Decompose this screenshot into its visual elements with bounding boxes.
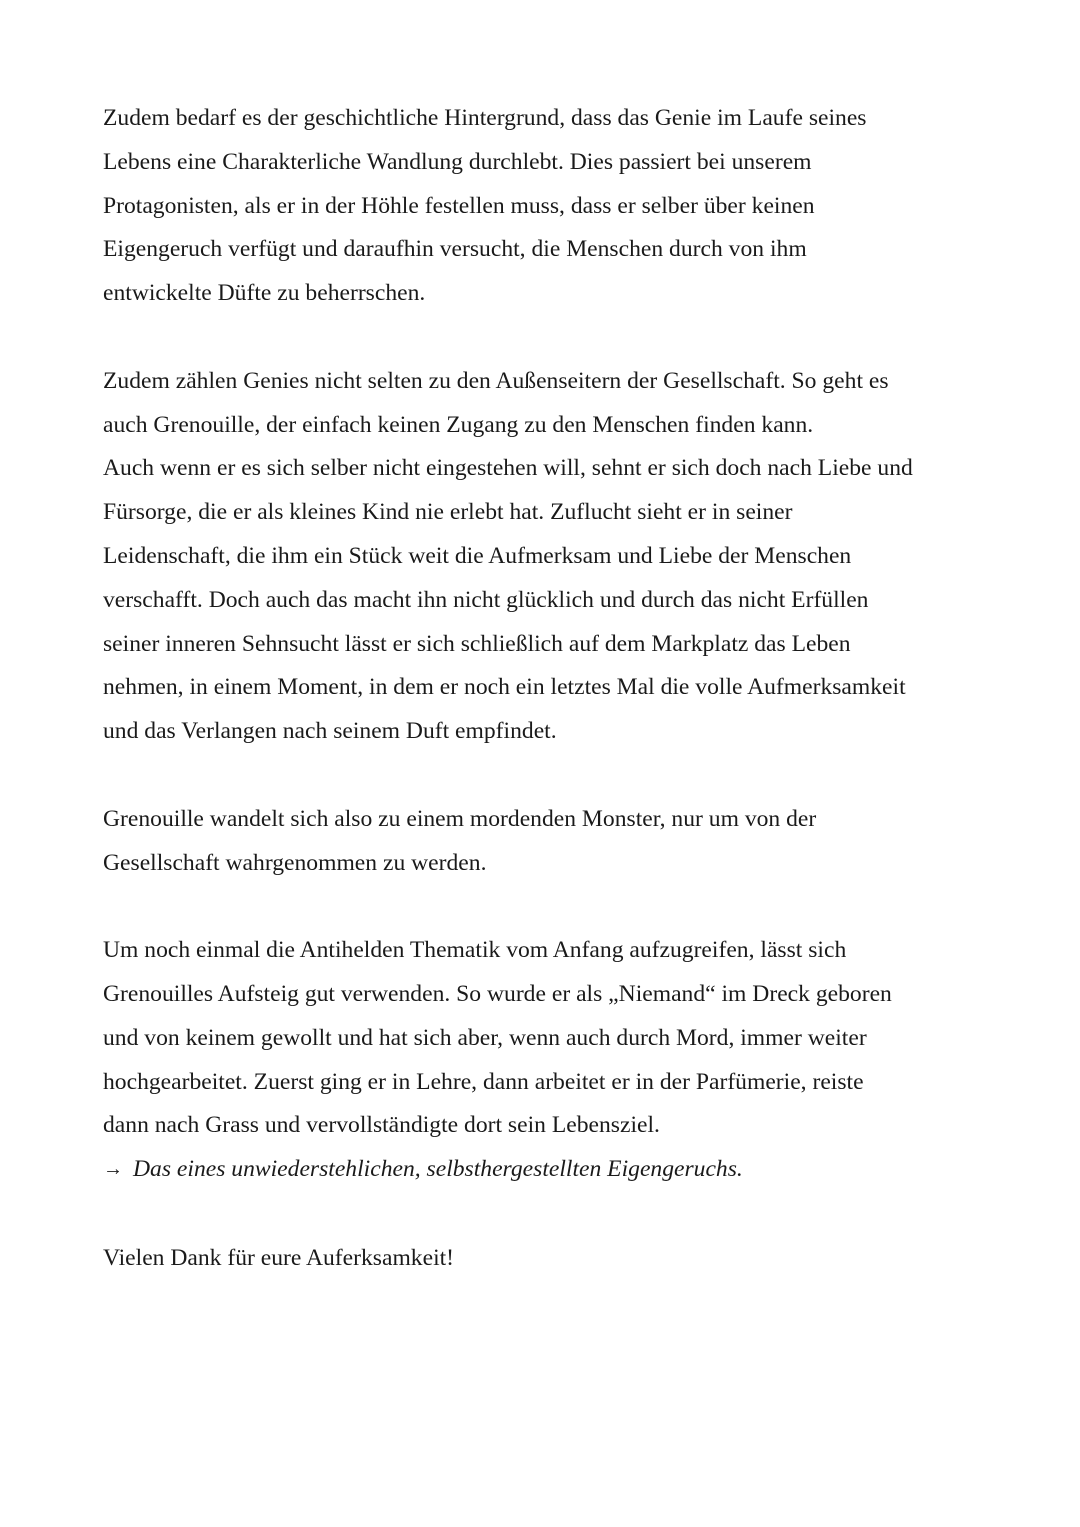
text-line: Leidenschaft, die ihm ein Stück weit die Aufmerksam und Liebe der Menschen [103, 542, 852, 569]
paragraph-genius-transformation [103, 97, 1003, 316]
paragraph-monster [103, 798, 1003, 886]
text-line: und von keinem gewollt und hat sich aber, wenn auch durch Mord, immer weiter [103, 1024, 867, 1051]
text-line: Fürsorge, die er als kleines Kind nie erlebt hat. Zuflucht sieht er in seiner [103, 499, 793, 526]
text-line: hochgearbeitet. Zuerst ging er in Lehre, dann arbeitet er in der Parfümerie, reiste [103, 1068, 864, 1095]
text-line: Protagonisten, als er in der Höhle festellen muss, dass er selber über keinen [103, 192, 815, 219]
text-line: verschafft. Doch auch das macht ihn nicht glücklich und durch das nicht Erfüllen [103, 586, 869, 613]
text-line: Eigengeruch verfügt und daraufhin versucht, die Menschen durch von ihm [103, 236, 807, 263]
text-line: auch Grenouille, der einfach keinen Zugang zu den Menschen finden kann. [103, 411, 814, 438]
text-line: Grenouilles Aufsteig gut verwenden. So wurde er als „Niemand“ im Dreck geboren [103, 980, 892, 1007]
text-line: entwickelte Düfte zu beherrschen. [103, 280, 426, 307]
text-line: Um noch einmal die Antihelden Thematik vom Anfang aufzugreifen, lässt sich [103, 937, 847, 964]
text-line: dann nach Grass und vervollständigte dort sein Lebensziel. [103, 1112, 660, 1139]
paragraph-thanks [103, 1237, 1003, 1281]
conclusion-text: Das eines unwiederstehlichen, selbsthergestellten Eigengeruchs. [133, 1156, 743, 1183]
text-line: Zudem zählen Genies nicht selten zu den Außenseitern der Gesellschaft. So geht es [103, 367, 889, 394]
text-line: Lebens eine Charakterliche Wandlung durchlebt. Dies passiert bei unserem [103, 148, 812, 175]
paragraph-outsider [103, 360, 1003, 754]
conclusion-arrow-line [103, 1148, 1003, 1193]
text-line: seiner inneren Sehnsucht lässt er sich schließlich auf dem Markplatz das Leben [103, 630, 851, 657]
text-line: Gesellschaft wahrgenommen zu werden. [103, 849, 487, 876]
right-arrow-icon: → [103, 1158, 123, 1181]
text-line: und das Verlangen nach seinem Duft empfindet. [103, 718, 557, 745]
document-body [103, 97, 1003, 1324]
text-line: Grenouille wandelt sich also zu einem mordenden Monster, nur um von der [103, 805, 817, 832]
paragraph-antihero [103, 929, 1003, 1193]
text-line: nehmen, in einem Moment, in dem er noch ein letztes Mal die volle Aufmerksamkeit [103, 674, 906, 701]
text-line: Vielen Dank für eure Auferksamkeit! [103, 1244, 455, 1271]
text-line: Auch wenn er es sich selber nicht eingestehen will, sehnt er sich doch nach Liebe und [103, 455, 913, 482]
text-line: Zudem bedarf es der geschichtliche Hintergrund, dass das Genie im Laufe seines [103, 105, 867, 131]
